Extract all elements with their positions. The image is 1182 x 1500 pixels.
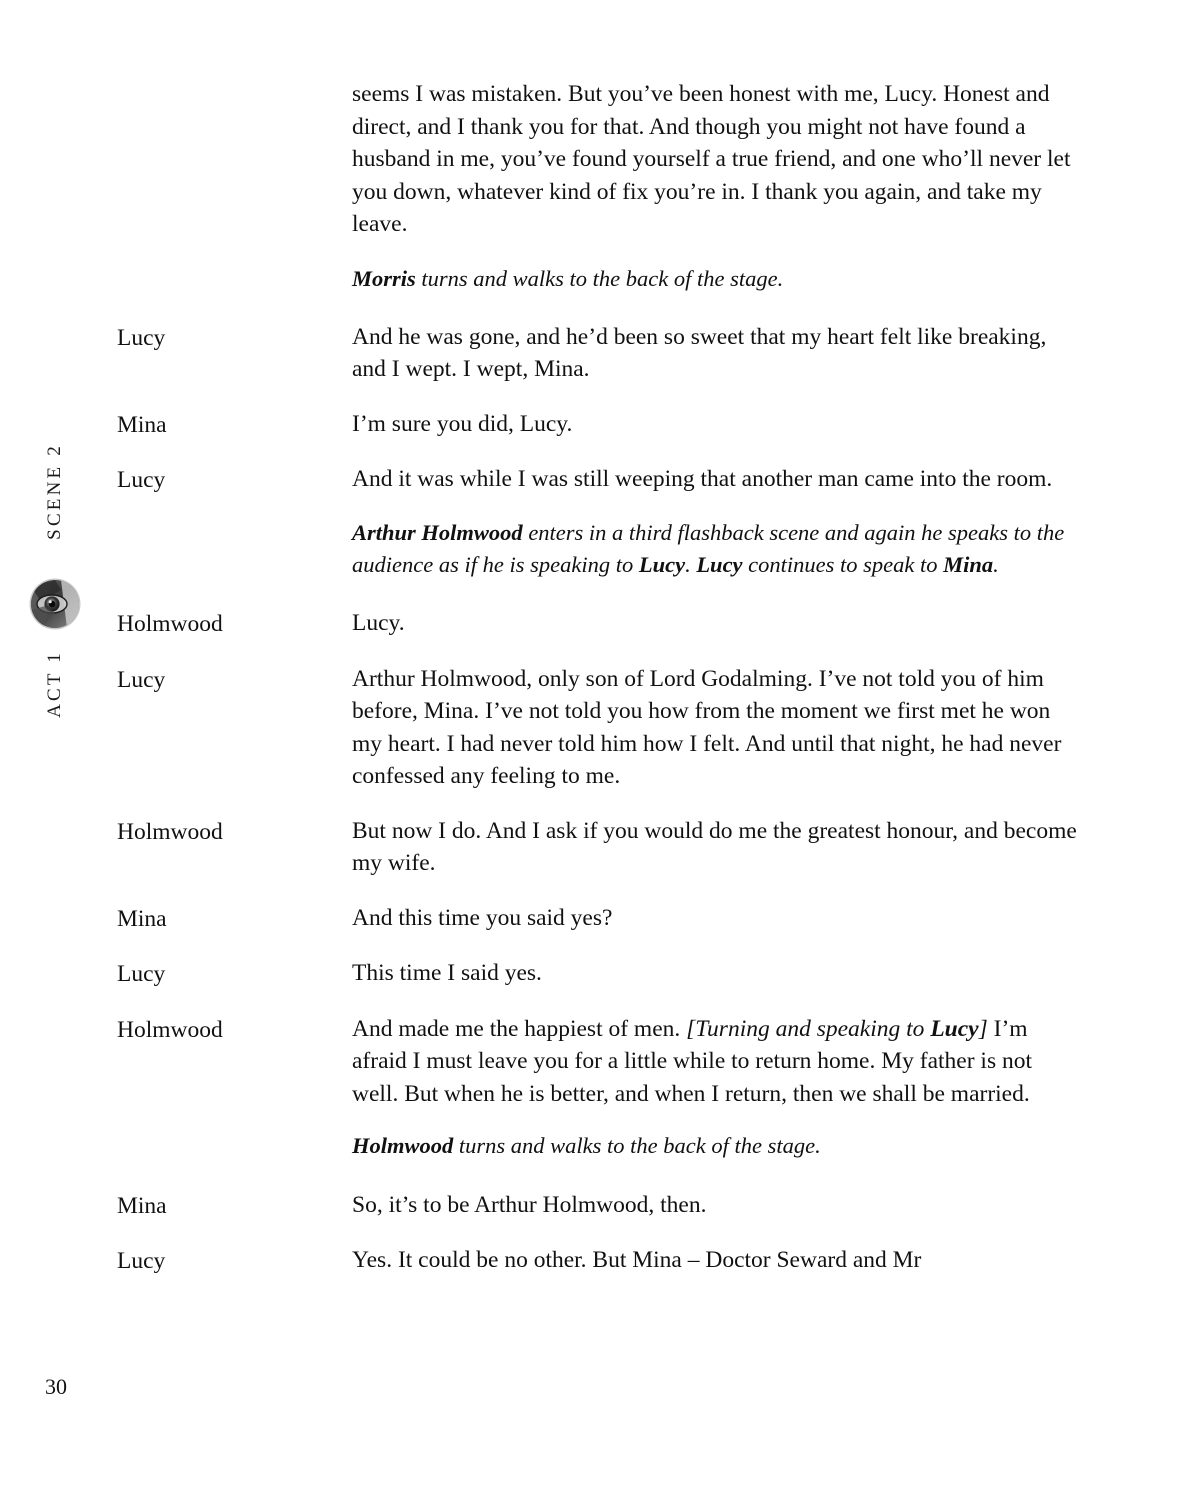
stage-direction-row <box>117 1130 1077 1162</box>
speech-text <box>352 1013 1077 1111</box>
speaker-name: Mina <box>117 905 167 932</box>
script-body <box>117 78 1077 1277</box>
speaker-name: Holmwood <box>117 818 223 845</box>
speaker-name: Holmwood <box>117 611 223 638</box>
speaker-name: Lucy <box>117 1247 166 1274</box>
speech-text: So, it’s to be Arthur Holmwood, then. <box>352 1191 707 1218</box>
speech-row <box>117 321 1077 386</box>
direction-text: [Turning and speaking to <box>686 1015 931 1042</box>
speech-row <box>117 957 1077 990</box>
speech-text: I’m sure you did, Lucy. <box>352 411 573 437</box>
stage-direction <box>352 517 1077 581</box>
direction-text: enters in a third flashback scene and again he speaks to the audience as if he is speaking to <box>352 519 1065 578</box>
speech-row <box>117 463 1077 496</box>
speech-row <box>117 902 1077 935</box>
speech-text: But now I do. And I ask if you would do me the greatest honour, and become my wife. <box>352 817 1077 877</box>
act-label: ACT 1 <box>44 650 65 718</box>
eye-icon-art <box>31 580 79 628</box>
speech-row <box>117 1189 1077 1222</box>
stage-direction <box>352 263 1077 295</box>
speaker-name: Lucy <box>117 324 166 351</box>
character-name: Holmwood <box>352 1133 454 1159</box>
speech-text: And he was gone, and he’d been so sweet that my heart felt like breaking, and I wept. I wept, Mina. <box>352 323 1047 383</box>
character-name: Lucy <box>638 552 686 578</box>
speaker-name: Lucy <box>117 961 166 988</box>
speech-part: I’m afraid I must leave you for a little while to return home. My father is not well. But when he is better, and when I return, then we shall be married. <box>352 1015 1032 1107</box>
character-name: Lucy <box>696 552 743 578</box>
speech-text: Yes. It could be no other. But Mina – Doctor Seward and Mr <box>352 1246 922 1273</box>
direction-text: turns and walks to the back of the stage. <box>453 1133 821 1159</box>
speaker-name: Lucy <box>117 467 166 494</box>
character-name: Lucy <box>930 1015 979 1042</box>
character-name: Arthur Holmwood <box>352 519 523 545</box>
character-name: Morris <box>352 265 416 291</box>
speech-text: This time I said yes. <box>352 960 542 987</box>
eye-icon <box>31 580 79 628</box>
character-name: Mina <box>943 552 994 578</box>
speech-part: And made me the happiest of men. <box>352 1015 687 1042</box>
speech-text: And this time you said yes? <box>352 904 613 931</box>
speech-text: And it was while I was still weeping that another man came into the room. <box>352 466 1053 493</box>
scene-label: SCENE 2 <box>44 443 65 540</box>
speech-text: Arthur Holmwood, only son of Lord Godalming. I’ve not told you of him before, Mina. I’ve not told you how from the moment we first met he won my heart. I had never told him how I felt. And until that night, he had never confessed any feeling to me. <box>352 665 1062 790</box>
speech-text: seems I was mistaken. But you’ve been honest with me, Lucy. Honest and direct, and I thank you for that. And though you might not have found a husband in me, you’ve found yourself a true friend, and one who’ll never let you down, whatever kind of fix you’re in. I thank you again, and take my leave. <box>352 81 1071 238</box>
direction-text: continues to speak to <box>742 552 944 578</box>
direction-text: ] <box>978 1015 988 1042</box>
speech-row <box>117 663 1077 793</box>
speech-row <box>117 815 1077 880</box>
speaker-name: Lucy <box>117 666 166 693</box>
direction-text: turns and walks to the back of the stage. <box>415 265 784 291</box>
speech-row <box>117 78 1077 241</box>
page-number: 30 <box>45 1374 67 1399</box>
speech-text: Lucy. <box>352 610 405 637</box>
inline-stage-direction <box>686 1016 988 1042</box>
speech-row <box>117 408 1077 441</box>
direction-text: . <box>993 552 999 578</box>
stage-direction-row <box>117 263 1077 295</box>
speech-row <box>117 1244 1077 1277</box>
speech-row <box>117 1013 1077 1111</box>
speaker-name: Mina <box>117 412 167 438</box>
speaker-name: Mina <box>117 1192 167 1219</box>
stage-direction-row <box>117 517 1077 581</box>
margin-rail <box>0 0 110 1500</box>
direction-text: . <box>685 552 697 578</box>
stage-direction <box>352 1130 1077 1162</box>
speech-row <box>117 607 1077 640</box>
speaker-name: Holmwood <box>117 1016 223 1043</box>
